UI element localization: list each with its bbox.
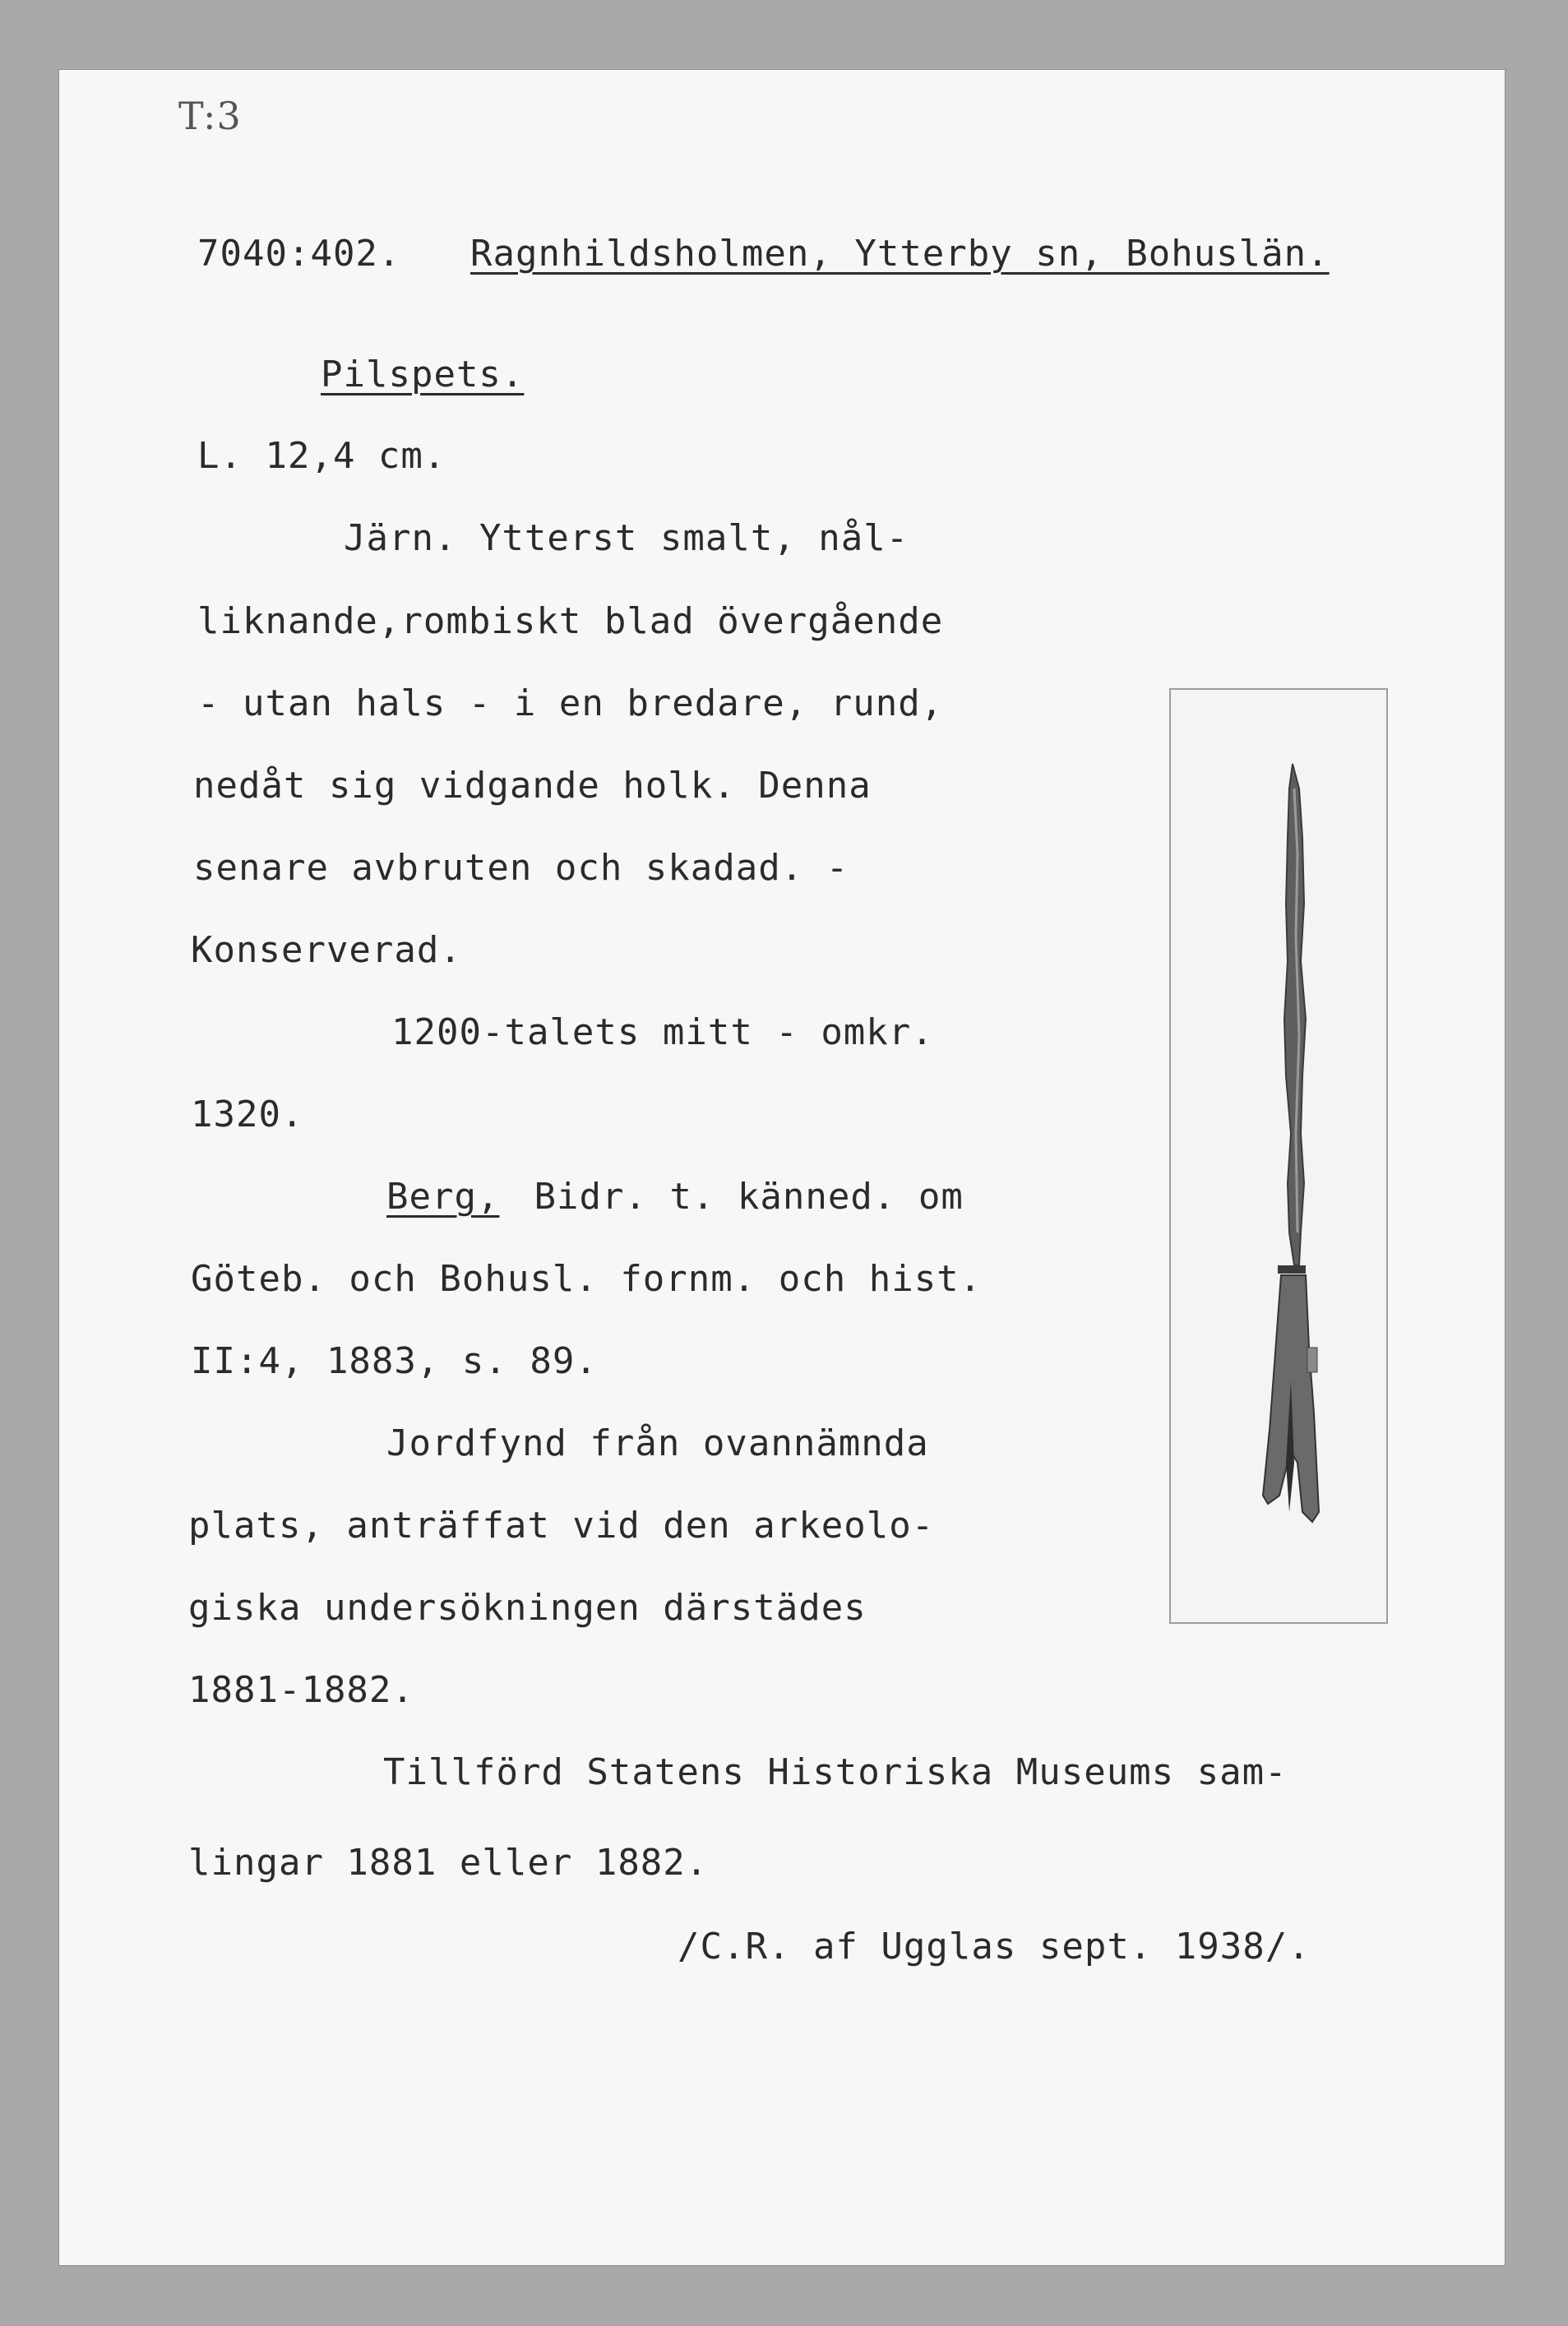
reference-author: Berg,: [386, 1176, 500, 1218]
corner-mark: T:3: [178, 94, 242, 138]
length: L. 12,4 cm.: [197, 435, 446, 477]
object-type: Pilspets.: [321, 354, 525, 395]
catalog-card: [59, 70, 1505, 2265]
acquisition-line: lingar 1881 eller 1882.: [188, 1842, 709, 1884]
dating-line: 1200-talets mitt - omkr.: [391, 1011, 934, 1053]
description-line: senare avbruten och skadad. -: [193, 847, 849, 889]
reference-line: Bidr. t. känned. om: [511, 1176, 964, 1218]
arrowhead-icon: [1171, 690, 1386, 1622]
acquisition-line: Tillförd Statens Historiska Museums sam-: [383, 1751, 1288, 1793]
catalog-number: 7040:402.: [197, 233, 401, 275]
find-line: 1881-1882.: [188, 1669, 414, 1711]
location-title: Ragnhildsholmen, Ytterby sn, Bohuslän.: [470, 233, 1330, 275]
description-line: - utan hals - i en bredare, rund,: [197, 682, 944, 724]
find-line: plats, anträffat vid den arkeolo-: [188, 1505, 935, 1547]
description-line: Järn. Ytterst smalt, nål-: [344, 517, 909, 559]
find-line: Jordfynd från ovannämnda: [386, 1422, 929, 1464]
description-line: nedåt sig vidgande holk. Denna: [193, 765, 872, 807]
description-line: liknande,rombiskt blad övergående: [197, 600, 944, 642]
reference-line: II:4, 1883, s. 89.: [191, 1340, 598, 1382]
dating-line: 1320.: [191, 1094, 304, 1135]
find-line: giska undersökningen därstädes: [188, 1587, 867, 1629]
reference-line: Göteb. och Bohusl. fornm. och hist.: [191, 1258, 983, 1300]
arrowhead-photo: [1169, 688, 1388, 1624]
description-line: Konserverad.: [191, 929, 462, 971]
signature: /C.R. af Ugglas sept. 1938/.: [678, 1926, 1311, 1968]
